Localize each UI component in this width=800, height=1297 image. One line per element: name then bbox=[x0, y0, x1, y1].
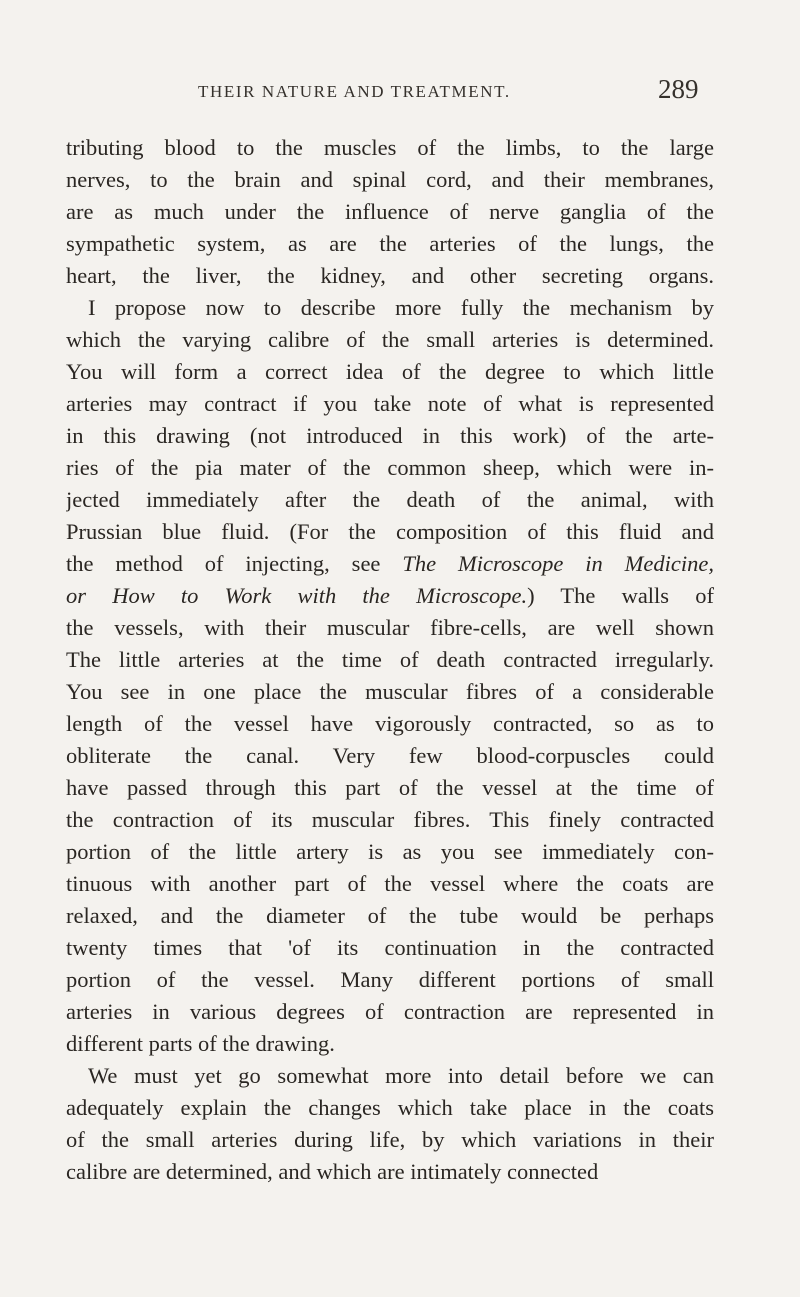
text-line bbox=[66, 740, 714, 772]
text-line bbox=[66, 580, 714, 612]
text-line bbox=[66, 836, 714, 868]
text-segment: tinuous with another part of the vessel where the coats are bbox=[66, 871, 714, 896]
text-segment: of the small arteries during life, by which variations in their bbox=[66, 1127, 714, 1152]
text-line bbox=[66, 612, 714, 644]
text-line bbox=[66, 420, 714, 452]
text-line bbox=[66, 324, 714, 356]
text-segment: ) The walls of bbox=[527, 583, 714, 608]
text-segment: portion of the vessel. Many different portions of small bbox=[66, 967, 714, 992]
text-line bbox=[66, 804, 714, 836]
text-segment: length of the vessel have vigorously contracted, so as to bbox=[66, 711, 714, 736]
text-line bbox=[66, 1092, 714, 1124]
text-line bbox=[66, 708, 714, 740]
text-line bbox=[66, 1156, 714, 1188]
text-line bbox=[66, 164, 714, 196]
text-segment: in this drawing (not introduced in this work) of the arte- bbox=[66, 423, 714, 448]
running-head: THEIR NATURE AND TREATMENT. bbox=[198, 82, 511, 101]
text-line bbox=[66, 868, 714, 900]
text-segment: twenty times that 'of its continuation in the contracted bbox=[66, 935, 714, 960]
text-line bbox=[66, 676, 714, 708]
text-segment: adequately explain the changes which take place in the coats bbox=[66, 1095, 714, 1120]
text-line bbox=[66, 548, 714, 580]
italic-title-text: The Microscope in Medicine, bbox=[402, 551, 714, 576]
italic-title-text: or How to Work with the Microscope. bbox=[66, 583, 528, 608]
text-line bbox=[66, 1124, 714, 1156]
text-segment: the contraction of its muscular fibres. This finely contracted bbox=[66, 807, 714, 832]
text-line bbox=[66, 356, 714, 388]
text-segment: the method of injecting, see bbox=[66, 551, 403, 576]
text-line bbox=[66, 1028, 714, 1060]
text-segment: You will form a correct idea of the degree to which little bbox=[66, 359, 714, 384]
text-segment: The little arteries at the time of death contracted irregularly. bbox=[66, 647, 714, 672]
text-line bbox=[66, 388, 714, 420]
text-segment: relaxed, and the diameter of the tube would be perhaps bbox=[66, 903, 714, 928]
text-line bbox=[66, 260, 714, 292]
text-line bbox=[66, 772, 714, 804]
text-segment: We must yet go somewhat more into detail before we can bbox=[88, 1063, 714, 1088]
text-line bbox=[66, 292, 714, 324]
text-segment: arteries in various degrees of contraction are represented in bbox=[66, 999, 714, 1024]
text-line bbox=[66, 452, 714, 484]
text-line bbox=[66, 644, 714, 676]
text-segment: Prussian blue fluid. (For the composition of this fluid and bbox=[66, 519, 714, 544]
text-segment: ries of the pia mater of the common sheep, which were in- bbox=[66, 455, 714, 480]
text-line bbox=[66, 196, 714, 228]
text-line bbox=[66, 964, 714, 996]
text-line bbox=[66, 932, 714, 964]
text-segment: obliterate the canal. Very few blood-corpuscles could bbox=[66, 743, 714, 768]
text-segment: are as much under the influence of nerve ganglia of the bbox=[66, 199, 714, 224]
text-line bbox=[66, 132, 714, 164]
text-segment: tributing blood to the muscles of the limbs, to the large bbox=[66, 135, 714, 160]
text-line bbox=[66, 228, 714, 260]
text-segment: the vessels, with their muscular fibre-cells, are well shown bbox=[66, 615, 714, 640]
text-segment: have passed through this part of the vessel at the time of bbox=[66, 775, 714, 800]
text-segment: different parts of the drawing. bbox=[66, 1031, 335, 1056]
text-segment: jected immediately after the death of the animal, with bbox=[66, 487, 714, 512]
text-line bbox=[66, 516, 714, 548]
text-segment: portion of the little artery is as you see immediately con- bbox=[66, 839, 714, 864]
text-segment: calibre are determined, and which are intimately connected bbox=[66, 1159, 599, 1184]
text-segment: sympathetic system, as are the arteries of the lungs, the bbox=[66, 231, 714, 256]
text-segment: I propose now to describe more fully the mechanism by bbox=[88, 295, 714, 320]
text-segment: arteries may contract if you take note of what is represented bbox=[66, 391, 714, 416]
text-line bbox=[66, 484, 714, 516]
text-segment: nerves, to the brain and spinal cord, and their membranes, bbox=[66, 167, 714, 192]
text-line bbox=[66, 900, 714, 932]
text-segment: heart, the liver, the kidney, and other secreting organs. bbox=[66, 263, 714, 288]
text-line bbox=[66, 996, 714, 1028]
text-line bbox=[66, 1060, 714, 1092]
text-segment: You see in one place the muscular fibres of a considerable bbox=[66, 679, 714, 704]
page-number: 289 bbox=[658, 74, 699, 104]
body-text bbox=[66, 132, 714, 1188]
text-segment: which the varying calibre of the small arteries is determined. bbox=[66, 327, 714, 352]
